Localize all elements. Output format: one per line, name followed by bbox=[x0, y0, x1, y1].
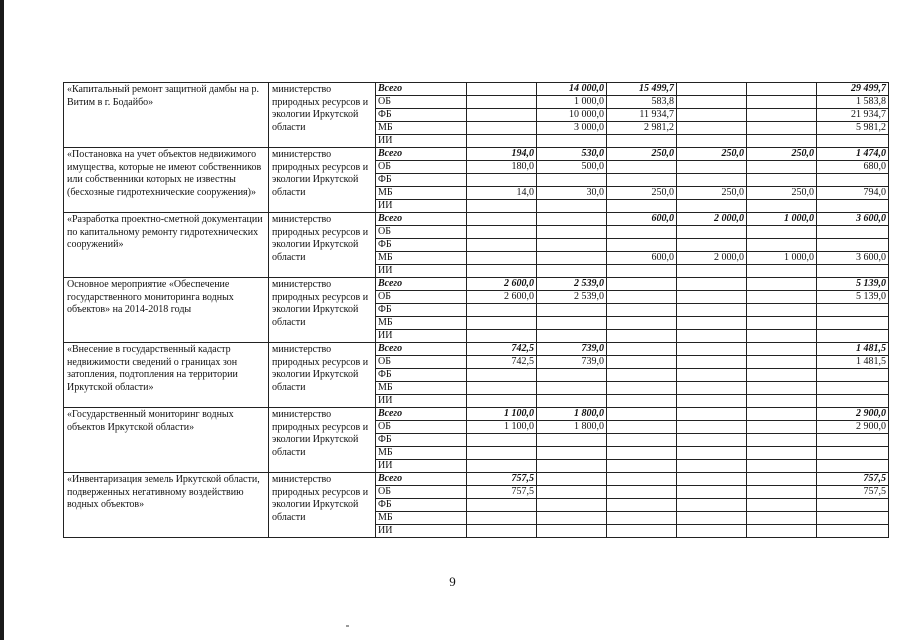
total-value-cell: 794,0 bbox=[817, 187, 889, 200]
total-value-cell: 680,0 bbox=[817, 161, 889, 174]
measure-name-cell: «Государственный мониторинг водных объектов Иркутской области» bbox=[64, 408, 269, 473]
funding-source-cell: Всего bbox=[376, 473, 467, 486]
value-cell bbox=[747, 395, 817, 408]
funding-source-cell: ИИ bbox=[376, 460, 467, 473]
value-cell bbox=[747, 486, 817, 499]
value-cell bbox=[467, 460, 537, 473]
funding-source-cell: Всего bbox=[376, 83, 467, 96]
funding-source-cell: ФБ bbox=[376, 499, 467, 512]
value-cell bbox=[747, 135, 817, 148]
value-cell bbox=[607, 330, 677, 343]
total-value-cell: 2 900,0 bbox=[817, 421, 889, 434]
value-cell: 250,0 bbox=[607, 187, 677, 200]
value-cell bbox=[677, 317, 747, 330]
total-value-cell: 5 981,2 bbox=[817, 122, 889, 135]
total-value-cell: 5 139,0 bbox=[817, 291, 889, 304]
measure-name-cell: «Капитальный ремонт защитной дамбы на р. Витим в г. Бодайбо» bbox=[64, 83, 269, 148]
value-cell: 742,5 bbox=[467, 356, 537, 369]
total-value-cell: 1 474,0 bbox=[817, 148, 889, 161]
total-value-cell: 1 583,8 bbox=[817, 96, 889, 109]
value-cell bbox=[747, 330, 817, 343]
value-cell: 3 000,0 bbox=[537, 122, 607, 135]
table-row bbox=[64, 343, 889, 356]
total-value-cell: 757,5 bbox=[817, 486, 889, 499]
value-cell bbox=[677, 356, 747, 369]
value-cell bbox=[537, 447, 607, 460]
value-cell bbox=[747, 122, 817, 135]
value-cell bbox=[747, 525, 817, 538]
total-value-cell bbox=[817, 395, 889, 408]
total-value-cell: 3 600,0 bbox=[817, 252, 889, 265]
value-cell bbox=[677, 408, 747, 421]
value-cell bbox=[467, 304, 537, 317]
value-cell bbox=[607, 395, 677, 408]
total-value-cell bbox=[817, 265, 889, 278]
funding-source-cell: ОБ bbox=[376, 96, 467, 109]
value-cell bbox=[467, 226, 537, 239]
funding-source-cell: ИИ bbox=[376, 135, 467, 148]
value-cell bbox=[677, 304, 747, 317]
measure-name-cell: «Внесение в государственный кадастр недвижимости сведений о границах зон затопления, подтопления на территории Иркутской области» bbox=[64, 343, 269, 408]
funding-source-cell: ОБ bbox=[376, 421, 467, 434]
value-cell bbox=[607, 486, 677, 499]
value-cell bbox=[467, 122, 537, 135]
value-cell: 250,0 bbox=[607, 148, 677, 161]
total-value-cell bbox=[817, 304, 889, 317]
table-row bbox=[64, 83, 889, 96]
value-cell: 250,0 bbox=[747, 148, 817, 161]
value-cell bbox=[677, 291, 747, 304]
responsible-executor-cell: министерство природных ресурсов и экологии Иркутской области bbox=[269, 213, 376, 278]
value-cell bbox=[467, 512, 537, 525]
responsible-executor-cell: министерство природных ресурсов и экологии Иркутской области bbox=[269, 473, 376, 538]
value-cell bbox=[467, 317, 537, 330]
value-cell bbox=[747, 278, 817, 291]
total-value-cell bbox=[817, 512, 889, 525]
value-cell bbox=[537, 226, 607, 239]
value-cell: 600,0 bbox=[607, 213, 677, 226]
value-cell bbox=[607, 512, 677, 525]
value-cell bbox=[607, 343, 677, 356]
value-cell bbox=[467, 174, 537, 187]
value-cell bbox=[677, 83, 747, 96]
value-cell bbox=[747, 343, 817, 356]
value-cell: 2 000,0 bbox=[677, 213, 747, 226]
value-cell bbox=[607, 200, 677, 213]
value-cell bbox=[467, 499, 537, 512]
responsible-executor-cell: министерство природных ресурсов и экологии Иркутской области bbox=[269, 343, 376, 408]
value-cell bbox=[467, 265, 537, 278]
value-cell bbox=[537, 382, 607, 395]
total-value-cell bbox=[817, 239, 889, 252]
value-cell bbox=[747, 499, 817, 512]
funding-source-cell: ФБ bbox=[376, 434, 467, 447]
value-cell bbox=[747, 83, 817, 96]
value-cell: 739,0 bbox=[537, 343, 607, 356]
value-cell bbox=[677, 382, 747, 395]
funding-source-cell: МБ bbox=[376, 252, 467, 265]
value-cell bbox=[677, 161, 747, 174]
funding-source-cell: МБ bbox=[376, 382, 467, 395]
value-cell bbox=[537, 460, 607, 473]
funding-source-cell: ОБ bbox=[376, 291, 467, 304]
value-cell bbox=[747, 356, 817, 369]
value-cell bbox=[607, 135, 677, 148]
funding-source-cell: МБ bbox=[376, 512, 467, 525]
table-row bbox=[64, 278, 889, 291]
value-cell bbox=[537, 473, 607, 486]
value-cell: 14 000,0 bbox=[537, 83, 607, 96]
value-cell bbox=[607, 447, 677, 460]
value-cell bbox=[747, 200, 817, 213]
value-cell bbox=[467, 434, 537, 447]
value-cell bbox=[677, 330, 747, 343]
funding-source-cell: Всего bbox=[376, 213, 467, 226]
value-cell bbox=[537, 330, 607, 343]
total-value-cell: 3 600,0 bbox=[817, 213, 889, 226]
value-cell: 250,0 bbox=[677, 187, 747, 200]
value-cell bbox=[607, 265, 677, 278]
value-cell bbox=[677, 239, 747, 252]
value-cell: 180,0 bbox=[467, 161, 537, 174]
funding-source-cell: ИИ bbox=[376, 200, 467, 213]
value-cell: 14,0 bbox=[467, 187, 537, 200]
funding-source-cell: ОБ bbox=[376, 356, 467, 369]
value-cell bbox=[607, 460, 677, 473]
value-cell bbox=[677, 434, 747, 447]
responsible-executor-cell: министерство природных ресурсов и экологии Иркутской области bbox=[269, 148, 376, 213]
value-cell bbox=[677, 369, 747, 382]
value-cell bbox=[747, 460, 817, 473]
total-value-cell bbox=[817, 200, 889, 213]
measure-name-cell: «Постановка на учет объектов недвижимого имущества, которые не имеют собственников или собственники которых не известны (бесхозные гидротехнические сооружения)» bbox=[64, 148, 269, 213]
value-cell bbox=[467, 252, 537, 265]
funding-source-cell: Всего bbox=[376, 148, 467, 161]
value-cell bbox=[607, 291, 677, 304]
page-number: 9 bbox=[449, 574, 456, 589]
value-cell: 530,0 bbox=[537, 148, 607, 161]
value-cell: 1 000,0 bbox=[747, 213, 817, 226]
funding-source-cell: ФБ bbox=[376, 239, 467, 252]
value-cell: 600,0 bbox=[607, 252, 677, 265]
funding-source-cell: Всего bbox=[376, 343, 467, 356]
value-cell bbox=[747, 161, 817, 174]
value-cell bbox=[607, 421, 677, 434]
total-value-cell bbox=[817, 460, 889, 473]
total-value-cell bbox=[817, 525, 889, 538]
value-cell bbox=[747, 239, 817, 252]
table-row bbox=[64, 473, 889, 486]
value-cell bbox=[607, 239, 677, 252]
value-cell bbox=[467, 200, 537, 213]
funding-source-cell: ОБ bbox=[376, 226, 467, 239]
value-cell bbox=[677, 512, 747, 525]
funding-source-cell: ФБ bbox=[376, 174, 467, 187]
total-value-cell: 29 499,7 bbox=[817, 83, 889, 96]
value-cell: 757,5 bbox=[467, 486, 537, 499]
value-cell bbox=[467, 447, 537, 460]
value-cell bbox=[537, 369, 607, 382]
value-cell bbox=[677, 200, 747, 213]
value-cell bbox=[677, 96, 747, 109]
total-value-cell: 5 139,0 bbox=[817, 278, 889, 291]
value-cell bbox=[677, 395, 747, 408]
total-value-cell: 2 900,0 bbox=[817, 408, 889, 421]
value-cell bbox=[747, 109, 817, 122]
value-cell: 11 934,7 bbox=[607, 109, 677, 122]
value-cell: 2 981,2 bbox=[607, 122, 677, 135]
value-cell bbox=[537, 525, 607, 538]
total-value-cell bbox=[817, 174, 889, 187]
value-cell bbox=[467, 96, 537, 109]
value-cell bbox=[607, 525, 677, 538]
value-cell bbox=[677, 486, 747, 499]
total-value-cell bbox=[817, 434, 889, 447]
value-cell bbox=[677, 473, 747, 486]
value-cell bbox=[747, 226, 817, 239]
total-value-cell bbox=[817, 135, 889, 148]
value-cell: 2 000,0 bbox=[677, 252, 747, 265]
funding-source-cell: МБ bbox=[376, 447, 467, 460]
value-cell: 1 800,0 bbox=[537, 408, 607, 421]
value-cell bbox=[537, 174, 607, 187]
total-value-cell bbox=[817, 382, 889, 395]
value-cell bbox=[677, 447, 747, 460]
value-cell bbox=[607, 382, 677, 395]
value-cell bbox=[607, 369, 677, 382]
total-value-cell bbox=[817, 226, 889, 239]
value-cell bbox=[537, 200, 607, 213]
value-cell: 2 539,0 bbox=[537, 291, 607, 304]
value-cell bbox=[677, 278, 747, 291]
value-cell bbox=[677, 525, 747, 538]
value-cell: 2 600,0 bbox=[467, 278, 537, 291]
scan-artifact bbox=[346, 625, 349, 627]
responsible-executor-cell: министерство природных ресурсов и экологии Иркутской области bbox=[269, 278, 376, 343]
value-cell bbox=[537, 304, 607, 317]
value-cell bbox=[677, 499, 747, 512]
value-cell bbox=[467, 83, 537, 96]
total-value-cell bbox=[817, 330, 889, 343]
responsible-executor-cell: министерство природных ресурсов и экологии Иркутской области bbox=[269, 83, 376, 148]
total-value-cell: 21 934,7 bbox=[817, 109, 889, 122]
value-cell bbox=[537, 317, 607, 330]
value-cell bbox=[467, 330, 537, 343]
value-cell bbox=[747, 291, 817, 304]
total-value-cell bbox=[817, 369, 889, 382]
value-cell: 1 800,0 bbox=[537, 421, 607, 434]
value-cell: 2 600,0 bbox=[467, 291, 537, 304]
value-cell bbox=[747, 304, 817, 317]
value-cell: 1 100,0 bbox=[467, 408, 537, 421]
funding-source-cell: ФБ bbox=[376, 109, 467, 122]
total-value-cell bbox=[817, 447, 889, 460]
value-cell bbox=[537, 512, 607, 525]
funding-source-cell: МБ bbox=[376, 187, 467, 200]
funding-table bbox=[63, 82, 889, 538]
value-cell bbox=[607, 278, 677, 291]
funding-source-cell: ОБ bbox=[376, 161, 467, 174]
value-cell bbox=[537, 395, 607, 408]
measure-name-cell: «Разработка проектно-сметной документации по капитальному ремонту гидротехнических сооружений» bbox=[64, 213, 269, 278]
table-body bbox=[64, 83, 889, 538]
value-cell: 250,0 bbox=[677, 148, 747, 161]
value-cell bbox=[607, 317, 677, 330]
value-cell bbox=[677, 109, 747, 122]
table-row bbox=[64, 213, 889, 226]
value-cell: 15 499,7 bbox=[607, 83, 677, 96]
value-cell: 10 000,0 bbox=[537, 109, 607, 122]
value-cell bbox=[677, 174, 747, 187]
funding-source-cell: ОБ bbox=[376, 486, 467, 499]
scan-edge bbox=[0, 0, 4, 640]
value-cell bbox=[467, 525, 537, 538]
value-cell bbox=[607, 408, 677, 421]
measure-name-cell: «Инвентаризация земель Иркутской области, подверженных негативному воздействию водных объектов» bbox=[64, 473, 269, 538]
value-cell: 500,0 bbox=[537, 161, 607, 174]
value-cell: 30,0 bbox=[537, 187, 607, 200]
value-cell bbox=[607, 226, 677, 239]
funding-source-cell: ИИ bbox=[376, 525, 467, 538]
value-cell bbox=[537, 252, 607, 265]
funding-source-cell: ФБ bbox=[376, 369, 467, 382]
measure-name-cell: Основное мероприятие «Обеспечение государственного мониторинга водных объектов» на 2014-2018 годы bbox=[64, 278, 269, 343]
value-cell bbox=[677, 265, 747, 278]
value-cell: 194,0 bbox=[467, 148, 537, 161]
value-cell bbox=[537, 486, 607, 499]
value-cell bbox=[677, 135, 747, 148]
total-value-cell: 757,5 bbox=[817, 473, 889, 486]
value-cell bbox=[537, 434, 607, 447]
value-cell: 583,8 bbox=[607, 96, 677, 109]
value-cell bbox=[747, 447, 817, 460]
value-cell bbox=[747, 265, 817, 278]
value-cell: 1 000,0 bbox=[747, 252, 817, 265]
funding-source-cell: ФБ bbox=[376, 304, 467, 317]
value-cell: 739,0 bbox=[537, 356, 607, 369]
value-cell bbox=[607, 434, 677, 447]
value-cell bbox=[747, 473, 817, 486]
value-cell bbox=[677, 226, 747, 239]
table-row bbox=[64, 148, 889, 161]
value-cell bbox=[747, 174, 817, 187]
total-value-cell: 1 481,5 bbox=[817, 356, 889, 369]
funding-source-cell: Всего bbox=[376, 278, 467, 291]
funding-source-cell: ИИ bbox=[376, 395, 467, 408]
value-cell: 742,5 bbox=[467, 343, 537, 356]
funding-source-cell: МБ bbox=[376, 122, 467, 135]
responsible-executor-cell: министерство природных ресурсов и экологии Иркутской области bbox=[269, 408, 376, 473]
value-cell bbox=[537, 265, 607, 278]
value-cell bbox=[467, 239, 537, 252]
value-cell bbox=[677, 421, 747, 434]
funding-source-cell: Всего bbox=[376, 408, 467, 421]
value-cell: 2 539,0 bbox=[537, 278, 607, 291]
value-cell bbox=[747, 96, 817, 109]
value-cell: 757,5 bbox=[467, 473, 537, 486]
total-value-cell bbox=[817, 499, 889, 512]
value-cell bbox=[607, 174, 677, 187]
value-cell bbox=[467, 382, 537, 395]
table-row bbox=[64, 408, 889, 421]
total-value-cell bbox=[817, 317, 889, 330]
value-cell bbox=[467, 135, 537, 148]
value-cell: 250,0 bbox=[747, 187, 817, 200]
value-cell bbox=[537, 135, 607, 148]
value-cell bbox=[607, 473, 677, 486]
value-cell bbox=[677, 460, 747, 473]
value-cell bbox=[607, 499, 677, 512]
value-cell bbox=[747, 512, 817, 525]
value-cell bbox=[467, 369, 537, 382]
total-value-cell: 1 481,5 bbox=[817, 343, 889, 356]
value-cell bbox=[747, 317, 817, 330]
value-cell bbox=[607, 304, 677, 317]
value-cell bbox=[747, 434, 817, 447]
value-cell bbox=[467, 109, 537, 122]
funding-source-cell: МБ bbox=[376, 317, 467, 330]
value-cell bbox=[747, 369, 817, 382]
value-cell bbox=[537, 213, 607, 226]
value-cell bbox=[747, 382, 817, 395]
value-cell bbox=[607, 356, 677, 369]
value-cell bbox=[677, 122, 747, 135]
value-cell bbox=[537, 239, 607, 252]
value-cell bbox=[467, 213, 537, 226]
funding-source-cell: ИИ bbox=[376, 265, 467, 278]
value-cell bbox=[537, 499, 607, 512]
funding-source-cell: ИИ bbox=[376, 330, 467, 343]
value-cell bbox=[607, 161, 677, 174]
value-cell: 1 000,0 bbox=[537, 96, 607, 109]
value-cell: 1 100,0 bbox=[467, 421, 537, 434]
value-cell bbox=[747, 421, 817, 434]
value-cell bbox=[677, 343, 747, 356]
value-cell bbox=[467, 395, 537, 408]
value-cell bbox=[747, 408, 817, 421]
